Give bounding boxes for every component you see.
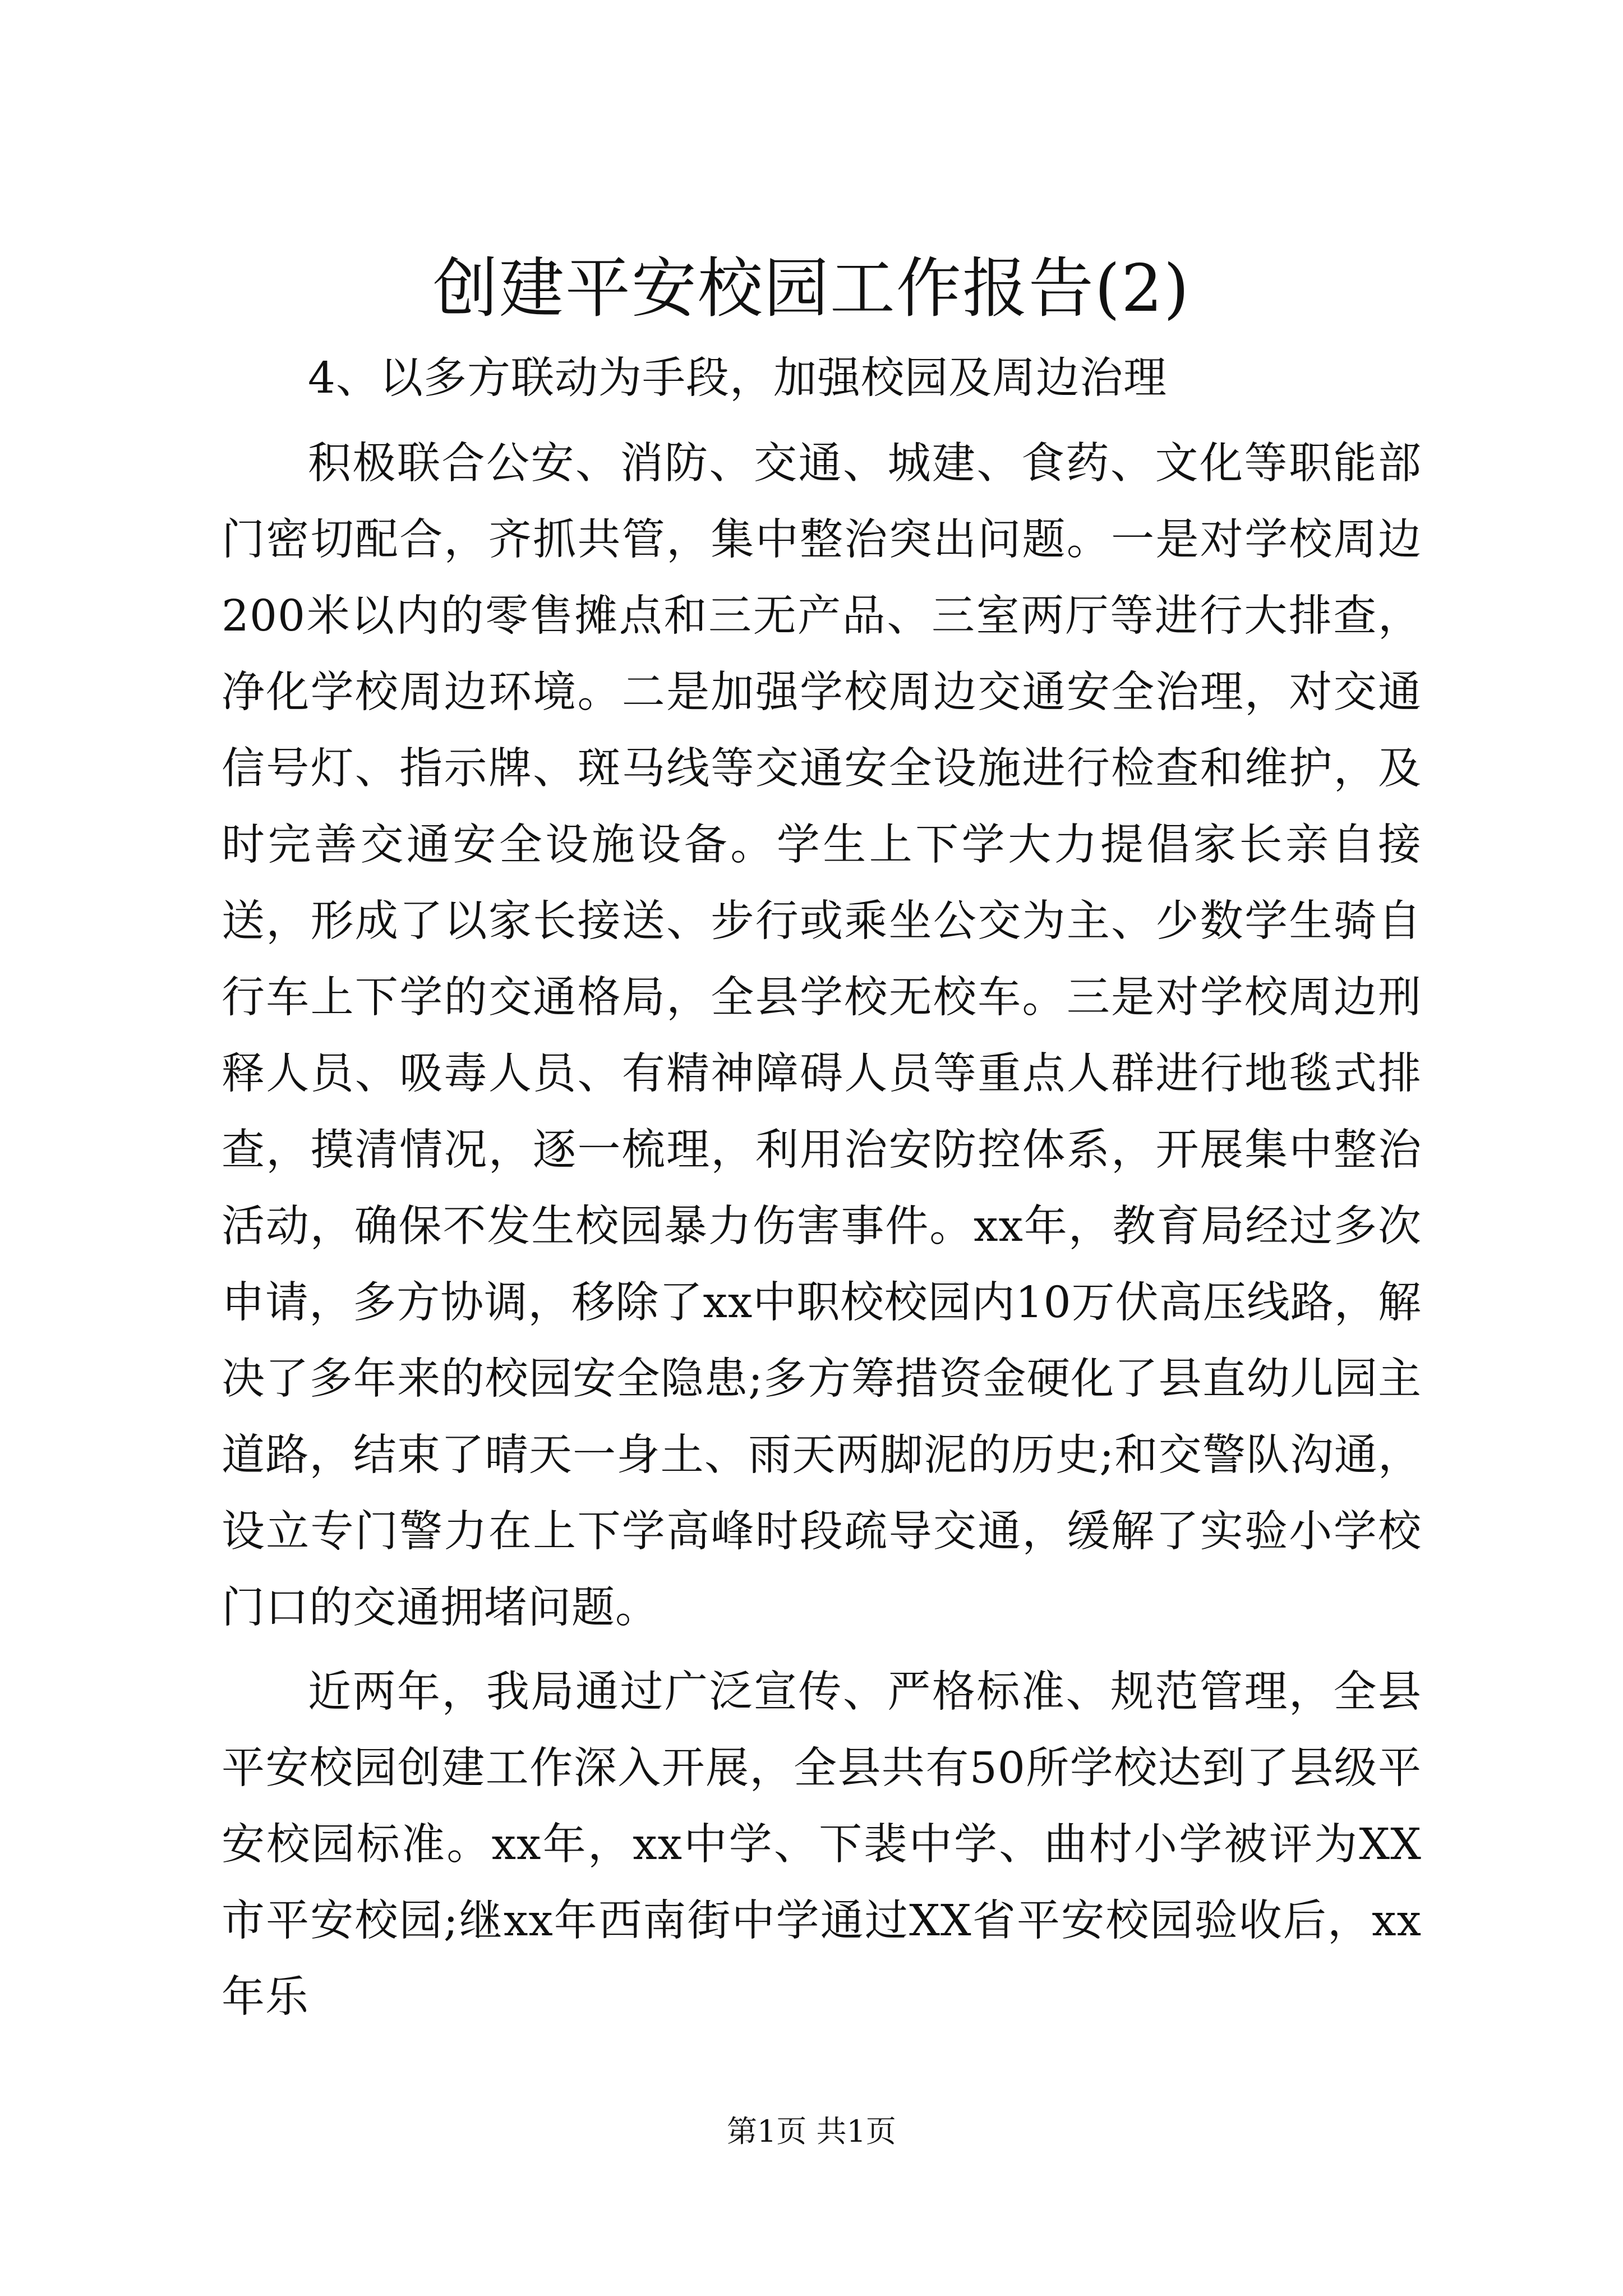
body-paragraph-2: 近两年，我局通过广泛宣传、严格标准、规范管理，全县平安校园创建工作深入开展，全县共有50所学校达到了县级平安校园标准。xx年，xx中学、下裴中学、曲村小学被评为XX市平安校园;继xx年西南街中学通过XX省平安校园验收后，xx年乐	[222, 1667, 1422, 2022]
document-title: 创建平安校园工作报告(2)	[432, 251, 1191, 326]
page-footer: 第1页 共1页	[727, 2114, 896, 2149]
document-body	[222, 339, 1422, 2036]
section-heading: 4、以多方联动为手段，加强校园及周边治理	[308, 353, 1167, 403]
body-paragraph-1: 积极联合公安、消防、交通、城建、食药、文化等职能部门密切配合，齐抓共管，集中整治突出问题。一是对学校周边200米以内的零售摊点和三无产品、三室两厅等进行大排查，净化学校周边环境。二是加强学校周边交通安全治理，对交通信号灯、指示牌、斑马线等交通安全设施进行检查和维护，及时完善交通安全设施设备。学生上下学大力提倡家长亲自接送，形成了以家长接送、步行或乘坐公交为主、少数学生骑自行车上下学的交通格局，全县学校无校车。三是对学校周边刑释人员、吸毒人员、有精神障碍人员等重点人群进行地毯式排查，摸清情况，逐一梳理，利用治安防控体系，开展集中整治活动，确保不发生校园暴力伤害事件。xx年，教育局经过多次申请，多方协调，移除了xx中职校校园内10万伏高压线路，解决了多年来的校园安全隐患;多方筹措资金硬化了县直幼儿园主道路，结束了晴天一身土、雨天两脚泥的历史;和交警队沟通，设立专门警力在上下学高峰时段疏导交通，缓解了实验小学校门口的交通拥堵问题。	[222, 439, 1422, 1633]
